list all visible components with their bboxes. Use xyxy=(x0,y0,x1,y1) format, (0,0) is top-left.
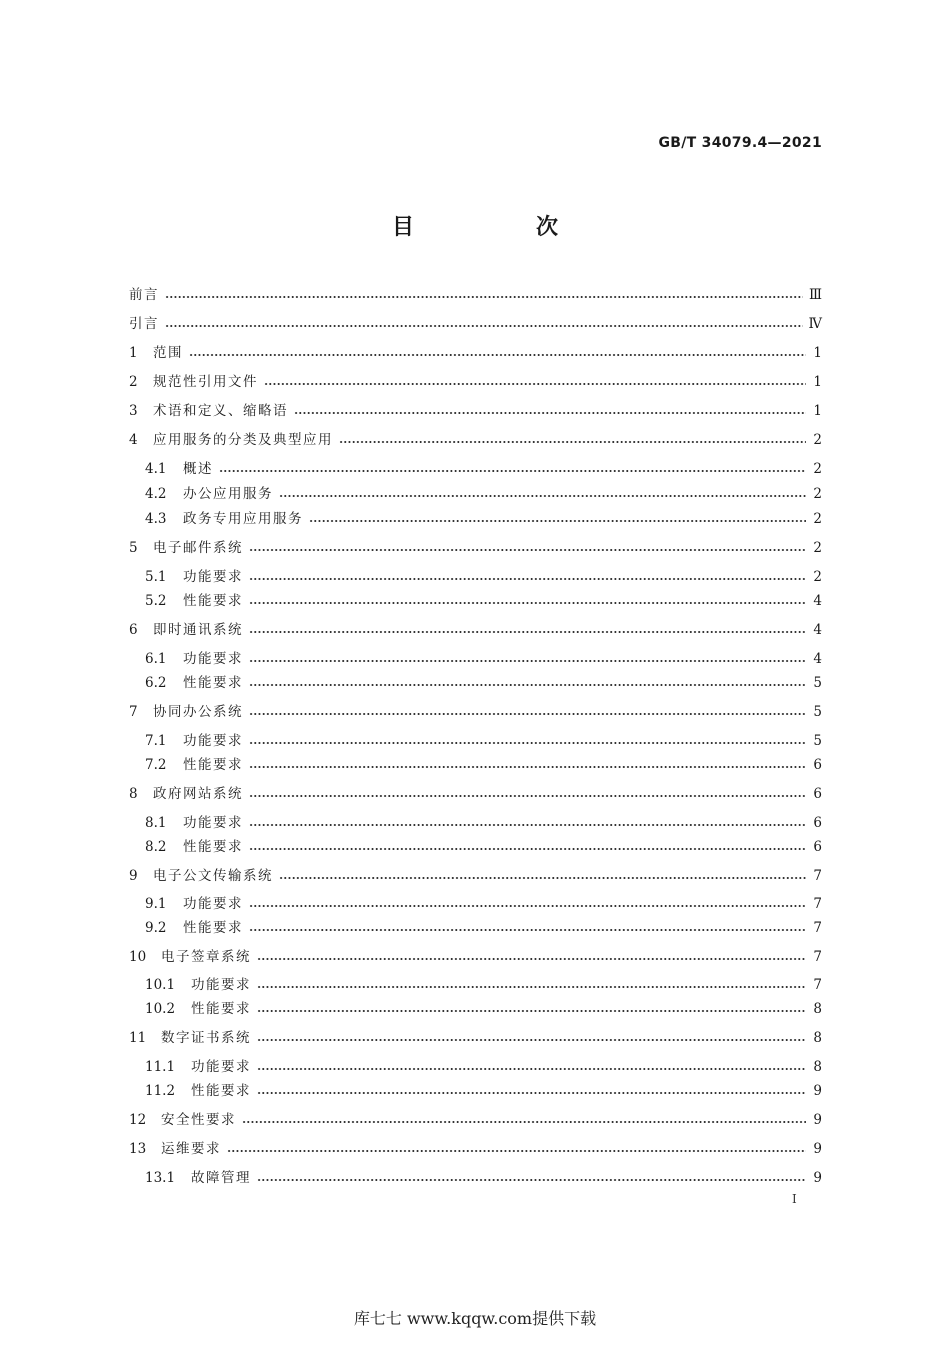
toc-entry-label: 电子签章系统 xyxy=(161,949,251,965)
toc-entry-number: 6 xyxy=(129,622,138,638)
toc-entry-label: 术语和定义、缩略语 xyxy=(153,403,288,419)
toc-entry-page: 7 xyxy=(813,920,822,936)
toc-entry-label: 功能要求 xyxy=(183,651,243,667)
toc-entry-number: 5.1 xyxy=(145,569,167,585)
dot-leader xyxy=(257,1092,806,1094)
toc-entry-label: 范围 xyxy=(153,345,183,361)
toc-entry-page: 6 xyxy=(813,815,822,831)
toc-entry[interactable] xyxy=(129,1110,822,1130)
dot-leader xyxy=(242,1121,806,1123)
toc-entry[interactable] xyxy=(129,314,822,334)
dot-leader xyxy=(249,929,806,931)
toc-entry-number: 11.1 xyxy=(145,1059,176,1075)
dot-leader xyxy=(249,631,806,633)
toc-entry[interactable] xyxy=(129,1139,822,1159)
toc-entry-page: 6 xyxy=(813,757,822,773)
toc-entry-number: 12 xyxy=(129,1112,147,1128)
toc-entry-number: 4 xyxy=(129,432,138,448)
toc-entry-label: 性能要求 xyxy=(183,757,243,773)
toc-entry-label: 性能要求 xyxy=(191,1083,251,1099)
dot-leader xyxy=(249,742,806,744)
toc-subentry[interactable] xyxy=(145,673,822,693)
toc-entry-page: 2 xyxy=(813,569,822,585)
toc-entry-label: 功能要求 xyxy=(183,733,243,749)
toc-entry-page: 8 xyxy=(813,1001,822,1017)
toc-entry-label: 故障管理 xyxy=(191,1170,251,1186)
toc-entry-page: 2 xyxy=(813,432,822,448)
toc-entry[interactable] xyxy=(129,430,822,450)
toc-subentry[interactable] xyxy=(145,509,822,529)
dot-leader xyxy=(339,441,806,443)
toc-entry-label: 数字证书系统 xyxy=(161,1030,251,1046)
toc-entry-number: 7.1 xyxy=(145,733,167,749)
toc-entry-page: 9 xyxy=(813,1083,822,1099)
toc-entry-number: 4.2 xyxy=(145,486,167,502)
toc-entry-number: 9.2 xyxy=(145,920,167,936)
toc-entry-number: 10.2 xyxy=(145,1001,176,1017)
toc-subentry[interactable] xyxy=(145,1168,822,1188)
toc-subentry[interactable] xyxy=(145,731,822,751)
toc-entry-number: 11 xyxy=(129,1030,147,1046)
toc-entry-page: 4 xyxy=(813,651,822,667)
toc-subentry[interactable] xyxy=(145,975,822,995)
toc-subentry[interactable] xyxy=(145,837,822,857)
dot-leader xyxy=(279,495,806,497)
toc-entry-number: 4.1 xyxy=(145,461,167,477)
toc-entry-label: 功能要求 xyxy=(183,569,243,585)
dot-leader xyxy=(219,470,806,472)
toc-entry-number: 5.2 xyxy=(145,593,167,609)
dot-leader xyxy=(249,905,806,907)
toc-entry[interactable] xyxy=(129,947,822,967)
toc-entry[interactable] xyxy=(129,866,822,886)
toc-entry-page: 8 xyxy=(813,1059,822,1075)
toc-entry-page: 2 xyxy=(813,540,822,556)
toc-entry-number: 3 xyxy=(129,403,138,419)
toc-entry[interactable] xyxy=(129,372,822,392)
toc-entry-number: 8.2 xyxy=(145,839,167,855)
toc-entry-page: 2 xyxy=(813,486,822,502)
toc-entry[interactable] xyxy=(129,285,822,305)
toc-entry-number: 7.2 xyxy=(145,757,167,773)
toc-entry-number: 9.1 xyxy=(145,896,167,912)
page-number: I xyxy=(792,1192,797,1206)
toc-entry-number: 8 xyxy=(129,786,138,802)
toc-entry-page: Ⅲ xyxy=(808,287,822,303)
toc-entry[interactable] xyxy=(129,784,822,804)
toc-subentry[interactable] xyxy=(145,484,822,504)
toc-subentry[interactable] xyxy=(145,1057,822,1077)
toc-subentry[interactable] xyxy=(145,1081,822,1101)
toc-subentry[interactable] xyxy=(145,999,822,1019)
toc-entry-number: 5 xyxy=(129,540,138,556)
toc-entry-label: 应用服务的分类及典型应用 xyxy=(153,432,333,448)
dot-leader xyxy=(249,602,806,604)
table-of-contents xyxy=(129,0,822,1200)
toc-entry[interactable] xyxy=(129,620,822,640)
dot-leader xyxy=(249,578,806,580)
dot-leader xyxy=(309,520,806,522)
toc-entry[interactable] xyxy=(129,702,822,722)
toc-entry-page: 1 xyxy=(813,345,822,361)
toc-entry[interactable] xyxy=(129,401,822,421)
toc-entry-label: 性能要求 xyxy=(183,593,243,609)
toc-entry-page: 2 xyxy=(813,461,822,477)
toc-entry-number: 11.2 xyxy=(145,1083,176,1099)
toc-subentry[interactable] xyxy=(145,755,822,775)
toc-entry-label: 功能要求 xyxy=(191,1059,251,1075)
toc-entry-number: 10 xyxy=(129,949,147,965)
toc-subentry[interactable] xyxy=(145,894,822,914)
toc-entry-number: 10.1 xyxy=(145,977,176,993)
toc-entry-page: 9 xyxy=(813,1112,822,1128)
dot-leader xyxy=(257,1179,806,1181)
toc-subentry[interactable] xyxy=(145,567,822,587)
toc-entry-number: 13.1 xyxy=(145,1170,176,1186)
toc-entry-page: 1 xyxy=(813,374,822,390)
toc-entry-number: 6.2 xyxy=(145,675,167,691)
toc-entry-label: 安全性要求 xyxy=(161,1112,236,1128)
toc-entry-page: 4 xyxy=(813,593,822,609)
toc-entry-label: 概述 xyxy=(183,461,213,477)
dot-leader xyxy=(165,325,803,327)
dot-leader xyxy=(227,1150,806,1152)
toc-entry-label: 性能要求 xyxy=(191,1001,251,1017)
toc-subentry[interactable] xyxy=(145,813,822,833)
toc-entry-label: 性能要求 xyxy=(183,920,243,936)
toc-entry-label: 电子公文传输系统 xyxy=(153,868,273,884)
toc-entry-page: 7 xyxy=(813,896,822,912)
toc-entry-label: 功能要求 xyxy=(191,977,251,993)
dot-leader xyxy=(257,1039,806,1041)
toc-entry-label: 协同办公系统 xyxy=(153,704,243,720)
toc-entry-label: 规范性引用文件 xyxy=(153,374,258,390)
dot-leader xyxy=(249,766,806,768)
toc-entry-label: 即时通讯系统 xyxy=(153,622,243,638)
toc-entry-page: 5 xyxy=(813,704,822,720)
toc-entry-label: 性能要求 xyxy=(183,675,243,691)
toc-entry-label: 政府网站系统 xyxy=(153,786,243,802)
dot-leader xyxy=(249,684,806,686)
toc-entry-page: 8 xyxy=(813,1030,822,1046)
toc-entry-number: 1 xyxy=(129,345,138,361)
dot-leader xyxy=(249,549,806,551)
toc-entry-number: 4.3 xyxy=(145,511,167,527)
dot-leader xyxy=(249,848,806,850)
toc-entry-page: 6 xyxy=(813,839,822,855)
toc-entry-label: 前言 xyxy=(129,287,159,303)
dot-leader xyxy=(294,412,806,414)
dot-leader xyxy=(249,660,806,662)
toc-entry-page: 5 xyxy=(813,675,822,691)
dot-leader xyxy=(249,713,806,715)
toc-entry-page: Ⅳ xyxy=(808,316,822,332)
toc-subentry[interactable] xyxy=(145,918,822,938)
toc-entry-page: 2 xyxy=(813,511,822,527)
toc-subentry[interactable] xyxy=(145,459,822,479)
toc-entry-label: 电子邮件系统 xyxy=(153,540,243,556)
toc-entry-label: 政务专用应用服务 xyxy=(183,511,303,527)
dot-leader xyxy=(249,795,806,797)
toc-entry[interactable] xyxy=(129,343,822,363)
dot-leader xyxy=(279,877,806,879)
dot-leader xyxy=(257,1068,806,1070)
toc-entry-number: 7 xyxy=(129,704,138,720)
dot-leader xyxy=(165,296,803,298)
toc-entry-page: 7 xyxy=(813,977,822,993)
toc-entry-page: 9 xyxy=(813,1141,822,1157)
toc-entry-label: 运维要求 xyxy=(161,1141,221,1157)
dot-leader xyxy=(257,958,806,960)
download-watermark: 库七七 www.kqqw.com提供下载 xyxy=(353,1309,597,1328)
page-title: 目 次 xyxy=(391,215,608,240)
toc-entry-page: 9 xyxy=(813,1170,822,1186)
toc-entry-number: 8.1 xyxy=(145,815,167,831)
standard-number: GB/T 34079.4—2021 xyxy=(658,135,822,151)
dot-leader xyxy=(257,986,806,988)
toc-subentry[interactable] xyxy=(145,591,822,611)
toc-subentry[interactable] xyxy=(145,649,822,669)
toc-entry[interactable] xyxy=(129,538,822,558)
toc-entry-number: 2 xyxy=(129,374,138,390)
dot-leader xyxy=(264,383,806,385)
dot-leader xyxy=(249,824,806,826)
toc-entry-number: 13 xyxy=(129,1141,147,1157)
toc-entry-page: 1 xyxy=(813,403,822,419)
toc-entry-label: 引言 xyxy=(129,316,159,332)
toc-entry-page: 4 xyxy=(813,622,822,638)
toc-entry-number: 9 xyxy=(129,868,138,884)
toc-entry-page: 7 xyxy=(813,949,822,965)
toc-entry-label: 功能要求 xyxy=(183,815,243,831)
toc-entry-page: 5 xyxy=(813,733,822,749)
toc-entry-number: 6.1 xyxy=(145,651,167,667)
toc-entry-page: 6 xyxy=(813,786,822,802)
dot-leader xyxy=(189,354,806,356)
dot-leader xyxy=(257,1010,806,1012)
toc-entry-page: 7 xyxy=(813,868,822,884)
toc-entry[interactable] xyxy=(129,1028,822,1048)
toc-entry-label: 性能要求 xyxy=(183,839,243,855)
toc-entry-label: 功能要求 xyxy=(183,896,243,912)
toc-entry-label: 办公应用服务 xyxy=(183,486,273,502)
